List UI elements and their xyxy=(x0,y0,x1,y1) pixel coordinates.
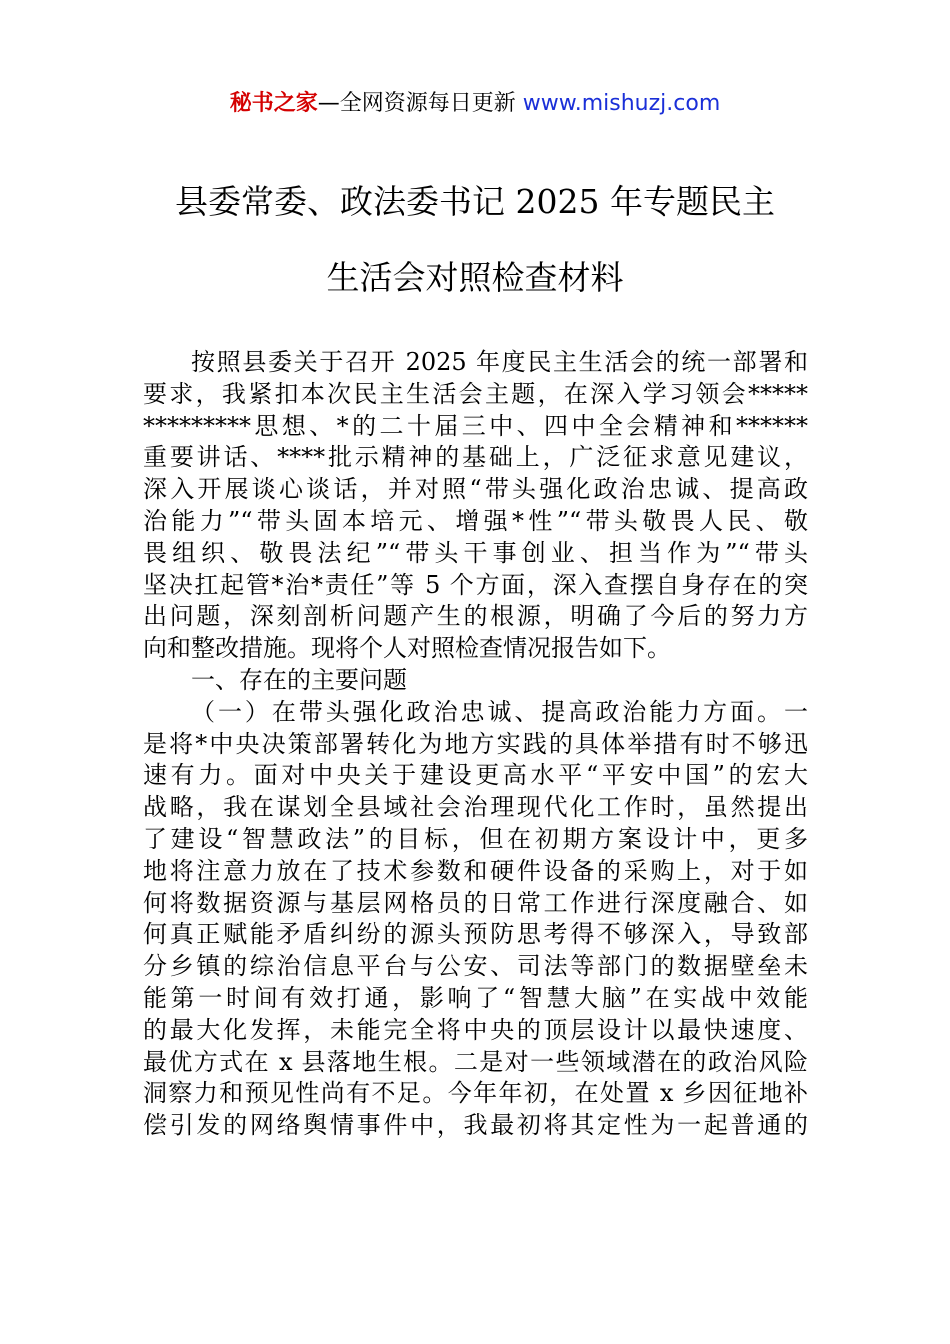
paragraph-line: 分乡镇的综治信息平台与公安、司法等部门的数据壁垒未 xyxy=(143,952,808,981)
paragraph-line: 出问题，深刻剖析问题产生的根源，明确了今后的努力方 xyxy=(143,602,808,631)
paragraph-line: 坚决扛起管*治*责任”等 5 个方面，深入查摆自身存在的突 xyxy=(143,570,808,599)
paragraph-line: 偿引发的网络舆情事件中，我最初将其定性为一起普通的 xyxy=(143,1111,808,1140)
paragraph-line: 治能力”“带头固本培元、增强*性”“带头敬畏人民、敬 xyxy=(143,506,808,535)
paragraph-line: 洞察力和预见性尚有不足。今年年初，在处置 x 乡因征地补 xyxy=(143,1079,808,1108)
paragraph-line: 战略，我在谋划全县域社会治理现代化工作时，虽然提出 xyxy=(143,793,808,822)
paragraph-line: 要求，我紧扣本次民主生活会主题，在深入学习领会***** xyxy=(143,379,808,408)
paragraph-line: 向和整改措施。现将个人对照检查情况报告如下。 xyxy=(143,634,671,663)
paragraph-line: 是将*中央决策部署转化为地方实践的具体举措有时不够迅 xyxy=(143,729,808,758)
title-line: 县委常委、政法委书记 2025 年专题民主 xyxy=(175,182,775,221)
paragraph-line: 了建设“智慧政法”的目标，但在初期方案设计中，更多 xyxy=(143,824,808,853)
paragraph-line: 何将数据资源与基层网格员的日常工作进行深度融合、如 xyxy=(143,888,808,917)
title-line: 生活会对照检查材料 xyxy=(326,258,624,297)
site-tagline: —全网资源每日更新 xyxy=(317,91,523,116)
paragraph-line: 重要讲话、****批示精神的基础上，广泛征求意见建议， xyxy=(143,443,808,472)
paragraph-line: 地将注意力放在了技术参数和硬件设备的采购上，对于如 xyxy=(143,856,808,885)
paragraph-line: *********思想、*的二十届三中、四中全会精神和****** xyxy=(143,411,808,440)
site-url-link[interactable]: www.mishuzj.com xyxy=(522,91,721,116)
paragraph-line: 能第一时间有效打通，影响了“智慧大脑”在实战中效能 xyxy=(143,983,808,1012)
section-heading: 一、存在的主要问题 xyxy=(191,665,407,694)
paragraph-line: 最优方式在 x 县落地生根。二是对一些领域潜在的政治风险 xyxy=(143,1047,808,1076)
paragraph-line: （一）在带头强化政治忠诚、提高政治能力方面。一 xyxy=(191,697,808,726)
document-title xyxy=(100,182,850,298)
paragraph-line: 的最大化发挥，未能完全将中央的顶层设计以最快速度、 xyxy=(143,1015,808,1044)
paragraph-line: 深入开展谈心谈话，并对照“带头强化政治忠诚、提高政 xyxy=(143,475,808,504)
paragraph-line: 按照县委关于召开 2025 年度民主生活会的统一部署和 xyxy=(191,348,808,376)
paragraph-line: 何真正赋能矛盾纠纷的源头预防思考得不够深入，导致部 xyxy=(143,920,808,949)
document-body xyxy=(143,347,808,1142)
paragraph-line: 速有力。面对中央关于建设更高水平“平安中国”的宏大 xyxy=(143,761,808,790)
paragraph-line: 畏组织、敬畏法纪”“带头干事创业、担当作为”“带头 xyxy=(143,538,808,567)
site-brand[interactable]: 秘书之家 xyxy=(229,91,318,116)
site-header xyxy=(0,88,950,120)
